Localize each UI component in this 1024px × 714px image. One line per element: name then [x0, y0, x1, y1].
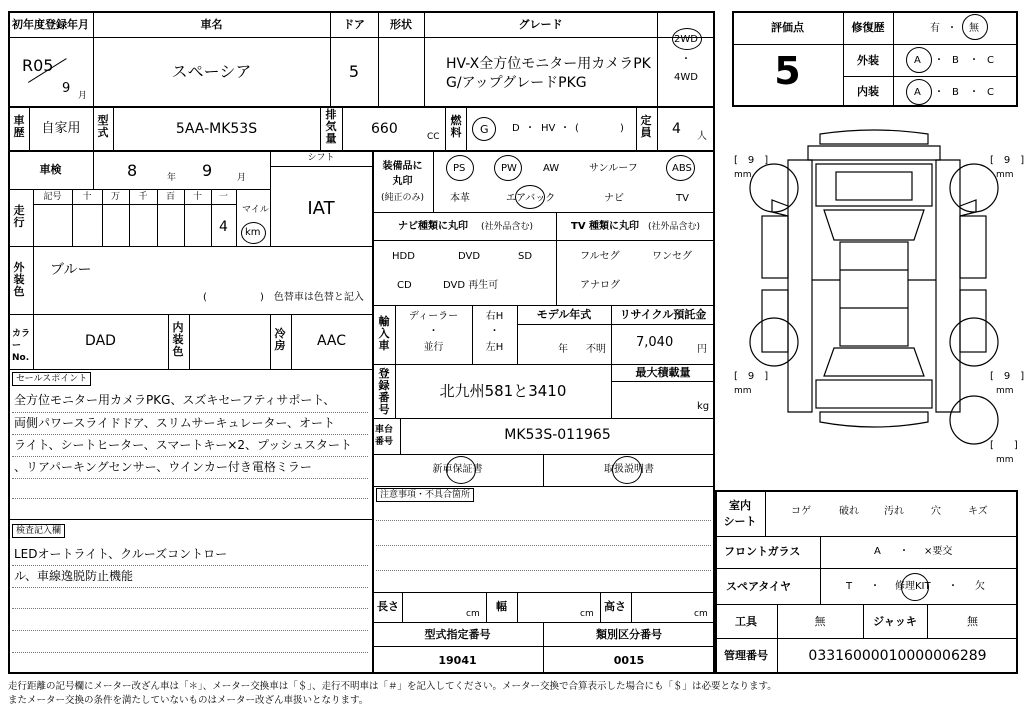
- door-label: ドア: [343, 18, 365, 31]
- circle-mark: [906, 79, 932, 105]
- nav-opt: DVD 再生可: [443, 280, 499, 291]
- spare-opt: ・: [870, 581, 880, 592]
- mileage-col-mark: 記号: [43, 192, 62, 202]
- color-note-open: (: [203, 292, 207, 303]
- circle-mark: [494, 155, 522, 181]
- rule: [12, 456, 368, 457]
- divider: [445, 106, 446, 150]
- equip-leather: 本革: [450, 193, 470, 204]
- equip-aw: AW: [543, 163, 560, 174]
- nav-label: ナビ種類に丸印: [398, 221, 468, 232]
- first-reg-label: 初年度登録年月: [12, 18, 89, 31]
- usage: 自家用: [41, 121, 81, 136]
- color-label: 外装色: [13, 261, 25, 298]
- usage-label: 車歴: [13, 114, 25, 139]
- divider: [8, 519, 372, 520]
- jack-value: 無: [967, 615, 978, 628]
- model-label: 型式: [97, 114, 109, 139]
- first-reg-month: 9: [62, 81, 71, 96]
- tire-depth: [ 9 ]: [990, 155, 1024, 166]
- reg-label: 登録番号: [378, 367, 390, 416]
- fuel-dot2: ・: [560, 123, 570, 134]
- int-grade-c: C: [987, 87, 994, 98]
- disp-label: 排気量: [325, 108, 337, 145]
- equip-tv: TV: [676, 193, 689, 204]
- tire-depth: [ 9 ]: [990, 371, 1024, 382]
- tools-value: 無: [814, 615, 826, 628]
- spare-opt: ・: [948, 581, 958, 592]
- circle-mark: [446, 155, 474, 181]
- color-value: ブルー: [50, 262, 92, 278]
- ac-label: 冷房: [274, 327, 286, 352]
- mileage-col: 十: [192, 192, 202, 202]
- drive-dot: ・: [681, 54, 691, 65]
- import-label: 輸入車: [378, 315, 390, 352]
- rule: [12, 412, 368, 413]
- divider: [715, 638, 1018, 639]
- car-diagram: [728, 120, 1020, 470]
- ext-grade-dot: ・: [969, 55, 979, 66]
- car-name-label: 車名: [200, 18, 223, 31]
- kg-unit: kg: [697, 401, 710, 412]
- divider: [843, 76, 1018, 77]
- yen-unit: 円: [697, 344, 707, 355]
- rule: [12, 630, 368, 631]
- circle-mark: [962, 14, 988, 40]
- displacement: 660: [371, 121, 398, 137]
- divider: [636, 106, 637, 150]
- circle-mark: [901, 573, 929, 601]
- divider: [732, 44, 1018, 45]
- width-label: 幅: [496, 600, 507, 613]
- capacity: 4: [672, 121, 681, 137]
- int-grade-dot: ・: [934, 87, 944, 98]
- length-label: 長さ: [377, 600, 399, 613]
- divider: [8, 314, 372, 315]
- sales-line: ライト、シートヒーター、スマートキー×2、プッシュスタート: [14, 438, 352, 452]
- ext-grade-a: A: [914, 55, 921, 66]
- mileage-col: 百: [165, 192, 175, 202]
- mgmt-label: 管理番号: [724, 649, 768, 662]
- seat-label: シート: [723, 515, 757, 528]
- divider: [372, 364, 715, 365]
- divider: [657, 106, 658, 150]
- circle-mark: [472, 117, 496, 141]
- ext-grade-c: C: [987, 55, 994, 66]
- divider: [372, 305, 715, 306]
- rule: [376, 570, 711, 571]
- interior-color-label: 内装色: [172, 321, 184, 358]
- color-code-label: カラーNo.: [12, 329, 31, 363]
- divider: [320, 106, 321, 150]
- rule: [12, 587, 368, 588]
- mileage-col: 一: [218, 192, 228, 202]
- shift-label: シフト: [307, 153, 335, 163]
- rule: [376, 545, 711, 546]
- class-no: 0015: [613, 654, 645, 667]
- recycle-amount: 7,040: [636, 335, 674, 350]
- rule: [12, 608, 368, 609]
- inspection-year: 8: [127, 161, 138, 180]
- sales-line: 両側パワースライドドア、スリムサーキュレーター、オート: [14, 416, 336, 430]
- import-right-h: 右H: [485, 311, 504, 322]
- drive-2wd: 2WD: [674, 34, 698, 45]
- grade-line1: HV-X全方位モニター用カメラPK: [446, 56, 651, 72]
- seat-item: 汚れ: [884, 506, 904, 517]
- equip-label: 丸印: [392, 176, 413, 187]
- ext-grade-dot: ・: [934, 55, 944, 66]
- seat-label: 室内: [729, 499, 751, 512]
- int-grade-a: A: [914, 87, 921, 98]
- divider: [270, 314, 271, 369]
- rule: [376, 520, 711, 521]
- import-dot: ・: [489, 326, 500, 337]
- mm-unit: mm: [734, 386, 752, 396]
- model-year-unit: 年: [558, 344, 568, 355]
- divider: [168, 314, 169, 369]
- footer-note: 走行距離の記号欄にメーター改ざん車は「＊」、メーター交換車は「＄」、走行不明車は「＃」を記入してください。メーター交換で合算表示した場合にも「＄」は必要となります。: [8, 681, 777, 692]
- jack-label: ジャッキ: [873, 615, 917, 628]
- height-label: 高さ: [604, 600, 626, 613]
- equip-navi: ナビ: [604, 193, 624, 204]
- divider: [8, 369, 372, 370]
- seat-item: 穴: [931, 506, 941, 517]
- int-grade-dot: ・: [969, 87, 979, 98]
- cm-unit: cm: [580, 609, 594, 619]
- circle-mark: [666, 155, 695, 181]
- tools-label: 工具: [735, 615, 757, 628]
- equip-abs: ABS: [672, 163, 692, 174]
- divider: [402, 592, 403, 622]
- divider: [8, 246, 372, 247]
- divider: [466, 106, 467, 150]
- color-code: DAD: [85, 333, 116, 349]
- divider: [236, 189, 237, 246]
- divider: [372, 418, 715, 419]
- spare-opt: 修理KIT: [895, 581, 931, 592]
- repair-dot: ・: [947, 23, 957, 34]
- rule: [12, 498, 368, 499]
- spare-opt: T: [846, 581, 853, 592]
- first-reg-era: R05: [22, 56, 54, 75]
- divider: [715, 536, 1018, 537]
- exterior-label: 外装: [857, 54, 879, 67]
- glass-opt: A: [874, 546, 881, 557]
- rule: [12, 434, 368, 435]
- divider: [631, 592, 632, 622]
- fuel-g: G: [480, 123, 489, 136]
- max-load-label: 最大積載量: [635, 366, 691, 379]
- spare-depth: [ ]: [990, 440, 1018, 451]
- repair-no: 無: [969, 23, 979, 34]
- footer-note: またメーター交換の条件を満たしていないものはメーター改ざん車扱いとなります。: [8, 695, 369, 706]
- tire-depth: [ 9 ]: [734, 371, 769, 382]
- nav-opt: SD: [518, 251, 533, 262]
- divider: [433, 150, 434, 212]
- equip-airbag: エアバック: [506, 193, 556, 204]
- repair-label: 修復歴: [851, 21, 885, 34]
- import-dealer: ディーラー: [408, 311, 459, 322]
- seat-item: キズ: [968, 506, 988, 517]
- nav-opt: CD: [397, 280, 412, 291]
- circle-mark: [241, 222, 266, 244]
- rule: [12, 652, 368, 653]
- divider: [517, 324, 715, 325]
- tv-opt: ワンセグ: [652, 251, 692, 262]
- remarks-line: ル、車線逸脱防止機能: [14, 569, 134, 583]
- sales-line: 全方位モニター用カメラPKG、スズキセーフティサポート、: [14, 393, 336, 407]
- score: 5: [774, 49, 801, 93]
- circle-mark: [906, 47, 932, 73]
- glass-opt: ・: [899, 546, 909, 557]
- equip-sunroof: サンルーフ: [589, 163, 638, 174]
- km-label: km: [245, 227, 261, 238]
- mileage-value: 4: [219, 219, 228, 235]
- mm-unit: mm: [996, 386, 1014, 396]
- drive-4wd: 4WD: [674, 72, 698, 83]
- circle-mark: [446, 456, 476, 484]
- doors: 5: [348, 62, 360, 81]
- score-label: 評価点: [771, 21, 804, 34]
- mm-unit: mm: [734, 170, 752, 180]
- fuel-hv: HV: [541, 123, 556, 134]
- chassis-label: 車台番号: [375, 425, 394, 447]
- equip-label: (純正のみ): [380, 193, 425, 203]
- divider: [270, 150, 271, 246]
- mileage-col: 十: [82, 192, 92, 202]
- glass-opt: ×要交: [924, 546, 953, 557]
- divider: [270, 166, 372, 167]
- divider: [372, 212, 715, 213]
- divider: [556, 212, 557, 305]
- divider: [189, 314, 190, 369]
- defects-label: 注意事項・不具合箇所: [376, 488, 474, 502]
- grade-line2: G/アップグレードPKG: [446, 75, 587, 91]
- inspection-label: 車検: [39, 163, 62, 176]
- divider: [715, 568, 1018, 569]
- equip-pw: PW: [501, 163, 517, 174]
- divider: [517, 592, 518, 622]
- model-year-unknown: 不明: [586, 344, 606, 355]
- tv-note: (社外品含む): [648, 222, 701, 232]
- model-year-label: モデル年式: [536, 308, 592, 321]
- divider: [8, 189, 270, 190]
- divider: [93, 106, 94, 150]
- type-no: 19041: [438, 654, 477, 667]
- divider: [715, 604, 1018, 605]
- divider: [765, 490, 766, 536]
- divider: [372, 646, 715, 647]
- divider: [486, 592, 487, 622]
- divider: [820, 536, 821, 604]
- divider: [372, 592, 715, 593]
- remarks-label: 検査記入欄: [12, 524, 65, 538]
- manual: 取扱説明書: [604, 464, 654, 475]
- ext-grade-b: B: [952, 55, 959, 66]
- nav-opt: HDD: [392, 251, 415, 262]
- shape-label: 形状: [390, 18, 412, 31]
- interior-label: 内装: [857, 85, 879, 98]
- fuel-paren-close: ): [620, 123, 624, 134]
- divider: [8, 106, 715, 108]
- grade-label: グレード: [518, 18, 563, 31]
- fuel-paren-open: (: [575, 123, 579, 134]
- remarks-line: LEDオートライト、クルーズコントロー: [14, 547, 228, 561]
- equip-label: 装備品に: [382, 161, 423, 172]
- import-left-h: 左H: [485, 342, 504, 353]
- mileage-label: 走行: [13, 204, 25, 229]
- spare-opt: 欠: [975, 581, 985, 592]
- capacity-unit: 人: [697, 131, 707, 142]
- circle-mark: [612, 456, 642, 484]
- cm-unit: cm: [466, 609, 480, 619]
- shift: IAT: [307, 198, 335, 219]
- tire-depth: [ 9 ]: [734, 155, 769, 166]
- divider: [893, 11, 894, 107]
- circle-mark: [672, 28, 702, 50]
- tv-opt: フルセグ: [580, 251, 620, 262]
- cm-unit: cm: [694, 609, 708, 619]
- reg-number: 北九州581と3410: [439, 382, 567, 400]
- equip-ps: PS: [453, 163, 466, 174]
- divider: [372, 150, 374, 674]
- circle-mark: [515, 185, 545, 209]
- divider: [33, 204, 236, 205]
- nav-opt: DVD: [458, 251, 481, 262]
- divider: [777, 604, 778, 674]
- import-dot: ・: [428, 326, 439, 337]
- inspection-month: 9: [202, 161, 213, 180]
- int-grade-b: B: [952, 87, 959, 98]
- divider: [342, 106, 343, 150]
- divider: [372, 240, 715, 241]
- divider: [93, 150, 94, 189]
- fuel-dot1: ・: [525, 123, 535, 134]
- recycle-label: リサイクル預託金: [619, 308, 707, 321]
- nav-note: (社外品含む): [481, 222, 534, 232]
- model: 5AA-MK53S: [175, 121, 258, 137]
- divider: [8, 37, 715, 38]
- sales-label: セールスポイント: [12, 372, 91, 386]
- fuel-label: 燃料: [450, 114, 462, 139]
- tv-opt: アナログ: [580, 280, 620, 291]
- chassis-no: MK53S-011965: [504, 427, 611, 443]
- spare-label: スペアタイヤ: [726, 580, 792, 593]
- inspection-month-unit: 月: [237, 173, 247, 183]
- fuel-d: D: [512, 123, 520, 134]
- divider: [33, 246, 34, 314]
- seat-item: 破れ: [839, 506, 859, 517]
- warranty: 新車保証書: [432, 464, 483, 475]
- mile-label: マイル: [242, 205, 269, 215]
- color-note: ) 色替車は色替と記入: [260, 292, 364, 303]
- import-parallel: 並行: [423, 342, 444, 353]
- rule: [12, 565, 368, 566]
- divider: [372, 486, 715, 487]
- divider: [611, 381, 715, 382]
- seat-item: コゲ: [791, 506, 811, 517]
- mileage-col: 万: [110, 192, 120, 202]
- divider: [600, 592, 601, 622]
- sales-line: 、リアパーキングセンサー、ウインカー付き電格ミラー: [14, 460, 312, 474]
- ac-value: AAC: [316, 333, 347, 349]
- inspection-year-unit: 年: [167, 173, 177, 183]
- divider: [8, 150, 715, 152]
- type-no-label: 型式指定番号: [424, 628, 491, 641]
- month-unit: 月: [78, 91, 88, 101]
- class-no-label: 類別区分番号: [596, 628, 662, 641]
- car-name: スペーシア: [171, 62, 252, 81]
- capacity-label: 定員: [640, 114, 652, 139]
- cc-unit: CC: [427, 132, 440, 142]
- mileage-col: 千: [138, 192, 148, 202]
- tv-label: TV 種類に丸印: [571, 221, 640, 232]
- repair-yes: 有: [930, 23, 940, 34]
- mm-unit: mm: [996, 170, 1014, 180]
- mm-unit: mm: [996, 455, 1014, 465]
- rule: [12, 478, 368, 479]
- mgmt-no: 03316000010000006289: [808, 648, 987, 664]
- glass-label: フロントガラス: [724, 545, 801, 558]
